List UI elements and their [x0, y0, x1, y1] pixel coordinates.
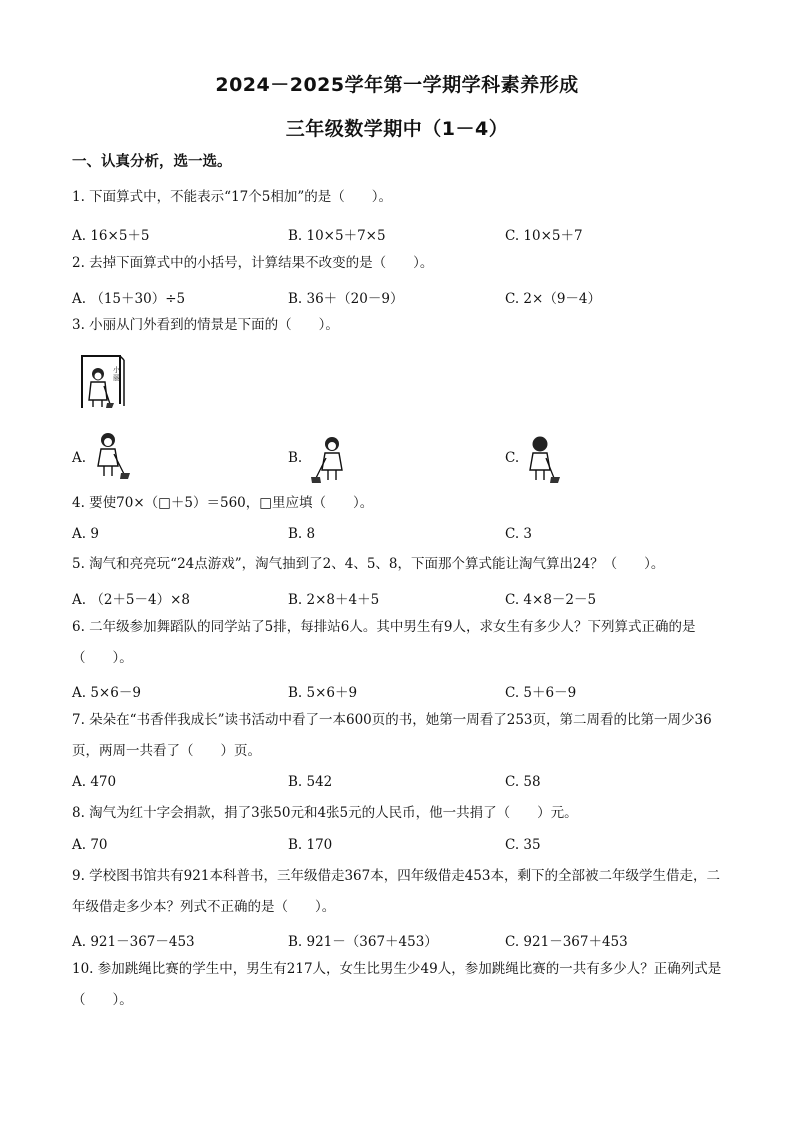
question-3-option-b[interactable]: B. — [288, 450, 303, 466]
question-2-option-c[interactable]: C. 2×（9－4） — [505, 291, 602, 307]
question-8-option-b[interactable]: B. 170 — [288, 837, 333, 853]
question-1-stem: 1. 下面算式中，不能表示“17个5相加”的是（ ）。 — [72, 189, 392, 205]
question-9-option-a[interactable]: A. 921－367－453 — [72, 934, 195, 950]
question-3-stem: 3. 小丽从门外看到的情景是下面的（ ）。 — [72, 317, 339, 333]
question-3-option-a[interactable]: A. — [72, 450, 87, 466]
question-7-option-a[interactable]: A. 470 — [72, 774, 117, 790]
section-heading: 一、认真分析，选一选。 — [72, 154, 232, 170]
question-4-option-a[interactable]: A. 9 — [72, 526, 99, 542]
question-9-option-b[interactable]: B. 921－（367＋453） — [288, 934, 438, 950]
question-6-option-c[interactable]: C. 5＋6－9 — [505, 685, 577, 701]
question-6-stem: 6. 二年级参加舞蹈队的同学站了5排，每排站6人。其中男生有9人，求女生有多少人？下列算式正确的是（ ）。 — [72, 619, 696, 666]
question-5-options — [72, 588, 732, 608]
question-5-option-c[interactable]: C. 4×8－2－5 — [505, 592, 597, 608]
exam-subtitle: 三年级数学期中（1－4） — [285, 118, 509, 140]
question-5-stem: 5. 淘气和亮亮玩“24点游戏”，淘气抽到了2、4、5、8，下面那个算式能让淘气算出24？（ ）。 — [72, 556, 665, 572]
question-4-option-b[interactable]: B. 8 — [288, 526, 316, 542]
question-3-option-c[interactable]: C. — [505, 450, 520, 466]
question-2-option-b[interactable]: B. 36＋（20－9） — [288, 291, 404, 307]
question-10-stem: 10. 参加跳绳比赛的学生中，男生有217人，女生比男生少49人，参加跳绳比赛的一共有多少人？正确列式是（ ）。 — [72, 961, 722, 1008]
girl-at-door-figure — [80, 352, 128, 410]
question-9-option-c[interactable]: C. 921－367＋453 — [505, 934, 628, 950]
question-6-option-a[interactable]: A. 5×6－9 — [72, 685, 141, 701]
exam-title: 2024－2025学年第一学期学科素养形成 — [215, 74, 579, 96]
question-8-option-a[interactable]: A. 70 — [72, 837, 108, 853]
question-2-option-a[interactable]: A. （15＋30）÷5 — [72, 291, 186, 307]
door-sign-label: 小丽 — [113, 366, 120, 382]
question-6-option-b[interactable]: B. 5×6＋9 — [288, 685, 358, 701]
question-4-options — [72, 526, 732, 546]
girl-sweeping-right-figure[interactable] — [94, 430, 134, 480]
question-4-option-c[interactable]: C. 3 — [505, 526, 533, 542]
question-9-stem: 9. 学校图书馆共有921本科普书，三年级借走367本，四年级借走453本，剩下的全部被二年级学生借走，二年级借走多少本？列式不正确的是（ ）。 — [72, 868, 720, 915]
question-2-stem: 2. 去掉下面算式中的小括号，计算结果不改变的是（ ）。 — [72, 255, 434, 271]
question-7-options — [72, 774, 732, 794]
question-8-options — [72, 837, 732, 857]
question-1-option-a[interactable]: A. 16×5＋5 — [72, 228, 150, 244]
question-7-stem: 7. 朵朵在“书香伴我成长”读书活动中看了一本600页的书，她第一周看了253页，第二周看的比第一周少36页，两周一共看了（ ）页。 — [72, 712, 712, 759]
question-2-options — [72, 287, 732, 307]
question-9-options — [72, 930, 732, 950]
question-6-options — [72, 681, 732, 701]
question-7-option-b[interactable]: B. 542 — [288, 774, 333, 790]
girl-sweeping-left-figure[interactable] — [308, 434, 348, 484]
question-1-option-b[interactable]: B. 10×5＋7×5 — [288, 228, 386, 244]
question-4-stem: 4. 要使70×（□＋5）＝560，□里应填（ ）。 — [72, 495, 374, 511]
question-1-option-c[interactable]: C. 10×5＋7 — [505, 228, 583, 244]
question-3-options — [72, 430, 732, 490]
girl-back-view-figure[interactable] — [524, 434, 564, 484]
question-7-option-c[interactable]: C. 58 — [505, 774, 541, 790]
question-8-option-c[interactable]: C. 35 — [505, 837, 541, 853]
question-1-options — [72, 224, 732, 244]
question-5-option-b[interactable]: B. 2×8＋4＋5 — [288, 592, 380, 608]
question-5-option-a[interactable]: A. （2＋5－4）×8 — [72, 592, 190, 608]
question-8-stem: 8. 淘气为红十字会捐款，捐了3张50元和4张5元的人民币，他一共捐了（ ）元。 — [72, 805, 578, 821]
